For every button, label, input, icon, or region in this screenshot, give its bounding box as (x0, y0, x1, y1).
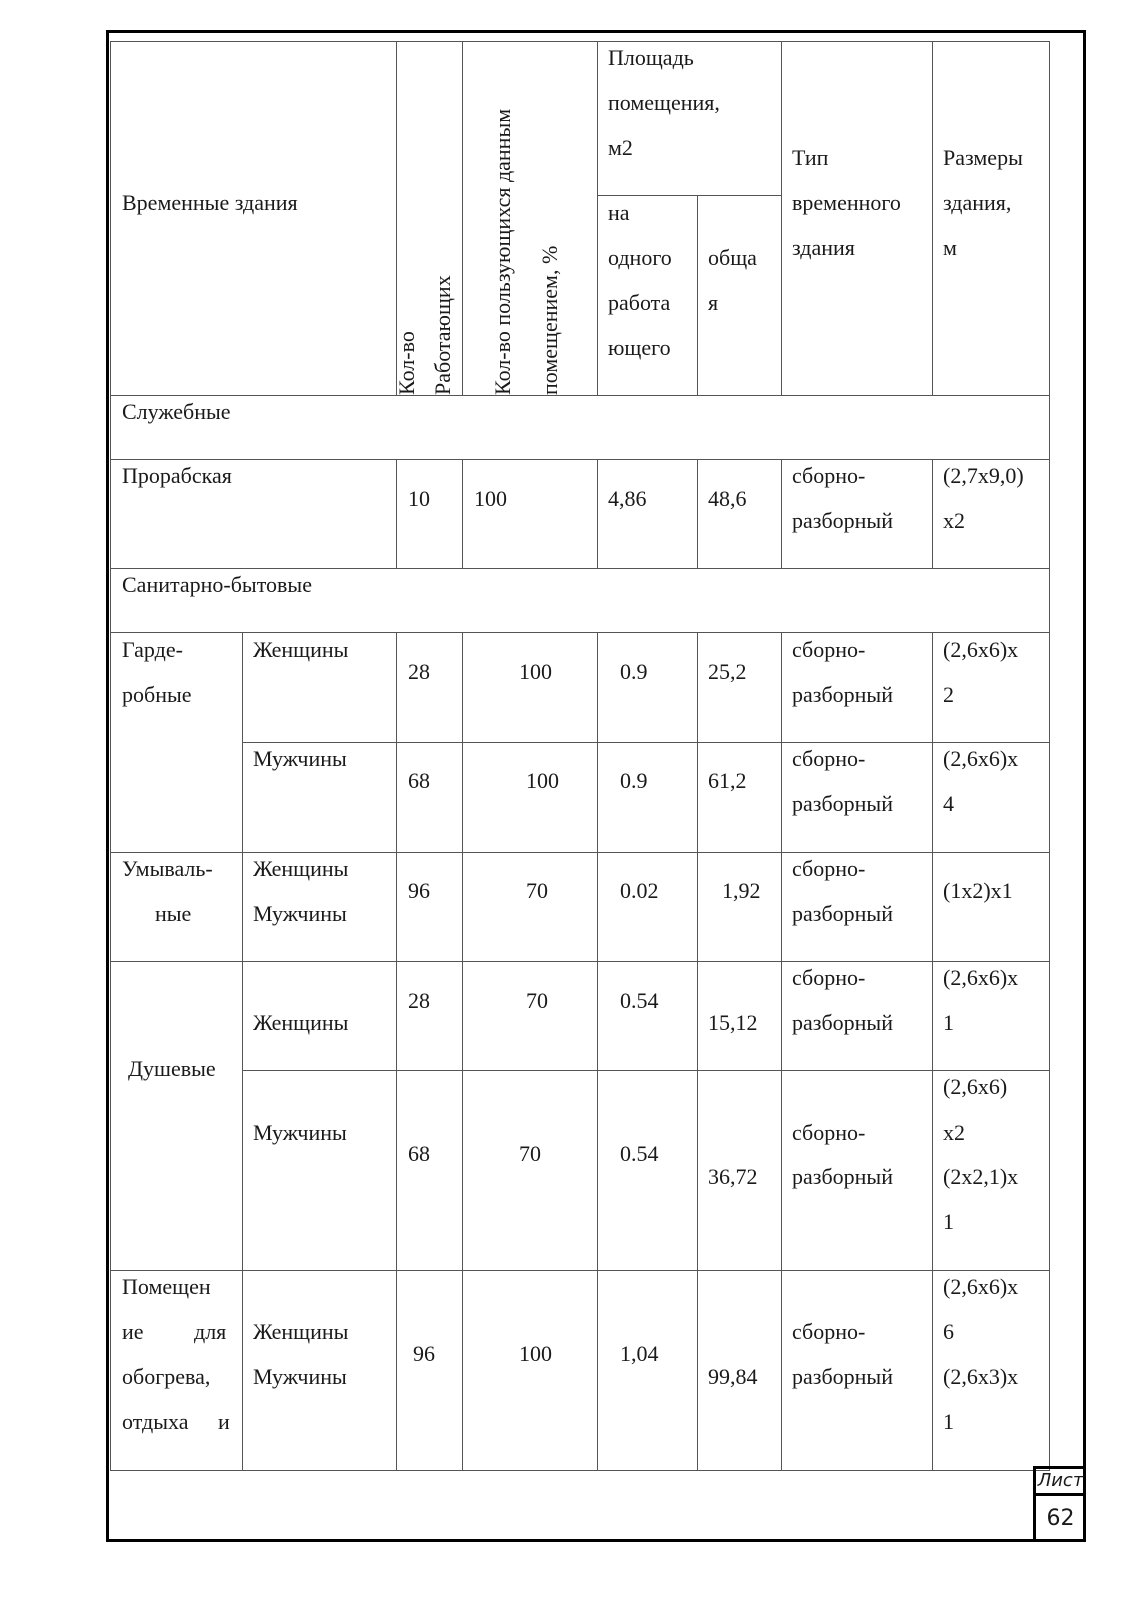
header-area-one-0: на (608, 200, 630, 225)
prorab-type-0: сборно- (792, 463, 866, 488)
grid-line (932, 459, 933, 568)
umyv-who-0: Женщины (253, 856, 349, 881)
grid-line (781, 41, 782, 395)
obogr-one: 1,04 (620, 1341, 659, 1366)
grid-line (242, 632, 243, 1471)
prorab-total: 48,6 (708, 486, 747, 511)
dush-w-size-1: 1 (943, 1010, 954, 1035)
grid-line (242, 1070, 1050, 1071)
prorab-type-1: разборный (792, 508, 893, 533)
gard-m-who: Мужчины (253, 746, 347, 771)
umyv-who-1: Мужчины (253, 901, 347, 926)
header-area-0: Площадь (608, 45, 694, 70)
header-area-total-1: я (708, 290, 719, 315)
obogr-size-2: (2,6х3)х (943, 1364, 1019, 1389)
header-type-2: здания (792, 235, 855, 260)
grid-line (396, 632, 397, 1471)
grid-line (697, 632, 698, 1471)
gard-label-0: Гарде- (122, 637, 183, 662)
dush-m-size-3: 1 (943, 1209, 954, 1234)
grid-line (462, 459, 463, 568)
obogr-label-0: Помещен (122, 1274, 211, 1299)
header-area-2: м2 (608, 135, 633, 160)
grid-line (932, 41, 933, 395)
grid-line (396, 459, 397, 568)
header-size-0: Размеры (943, 145, 1023, 170)
grid-line (242, 742, 1050, 743)
gard-m-type-0: сборно- (792, 746, 866, 771)
grid-line (110, 395, 1050, 396)
umyv-size: (1х2)х1 (943, 878, 1013, 903)
gard-m-count: 68 (408, 768, 430, 793)
obogr-label-1: ие (122, 1319, 144, 1344)
gard-w-who: Женщины (253, 637, 349, 662)
obogr-who-0: Женщины (253, 1319, 349, 1344)
dush-m-total: 36,72 (708, 1164, 758, 1189)
obogr-pct: 100 (519, 1341, 552, 1366)
dush-m-size-0: (2,6х6) (943, 1074, 1008, 1099)
sheet-stamp (1033, 1466, 1085, 1542)
gard-m-one: 0.9 (620, 768, 648, 793)
sheet-number: 62 (1046, 1506, 1075, 1531)
dush-m-who: Мужчины (253, 1120, 347, 1145)
grid-line (781, 632, 782, 1471)
grid-line (110, 632, 1050, 633)
dush-w-who: Женщины (253, 1010, 349, 1035)
dush-w-one: 0.54 (620, 988, 659, 1013)
dush-w-pct: 70 (526, 988, 548, 1013)
umyv-type-1: разборный (792, 901, 893, 926)
header-area-one-1: одного (608, 245, 672, 270)
gard-m-size-1: 4 (943, 791, 954, 816)
obogr-label-3: обогрева, (122, 1364, 211, 1389)
prorab-one: 4,86 (608, 486, 647, 511)
obogr-label-2: для (194, 1319, 227, 1344)
grid-line (462, 632, 463, 1471)
obogr-who-1: Мужчины (253, 1364, 347, 1389)
grid-line (110, 852, 1050, 853)
header-type-0: Тип (792, 145, 829, 170)
grid-line (932, 632, 933, 1471)
gard-m-size-0: (2,6х6)х (943, 746, 1019, 771)
header-area-1: помещения, (608, 90, 720, 115)
dush-m-type-1: разборный (792, 1164, 893, 1189)
obogr-count: 96 (413, 1341, 435, 1366)
obogr-size-3: 1 (943, 1409, 954, 1434)
header-count-line1: Кол-во (394, 331, 419, 395)
prorab-name: Прорабская (122, 463, 232, 488)
header-users-line2: помещением, % (537, 245, 562, 395)
header-type-1: временного (792, 190, 901, 215)
gard-w-one: 0.9 (620, 659, 648, 684)
dush-w-count: 28 (408, 988, 430, 1013)
gard-w-count: 28 (408, 659, 430, 684)
gard-label-1: робные (122, 682, 192, 707)
obogr-total: 99,84 (708, 1364, 758, 1389)
dush-m-count: 68 (408, 1141, 430, 1166)
grid-line (597, 459, 598, 568)
dush-m-pct: 70 (519, 1141, 541, 1166)
grid-line (697, 195, 698, 395)
grid-line (110, 961, 1050, 962)
grid-line (597, 41, 598, 395)
prorab-size-1: х2 (943, 508, 965, 533)
gard-w-size-1: 2 (943, 682, 954, 707)
dush-m-one: 0.54 (620, 1141, 659, 1166)
grid-line (697, 459, 698, 568)
dush-label: Душевые (128, 1056, 216, 1081)
prorab-size-0: (2,7х9,0) (943, 463, 1024, 488)
section-office: Служебные (122, 399, 231, 424)
gard-w-pct: 100 (519, 659, 552, 684)
obogr-size-0: (2,6х6)х (943, 1274, 1019, 1299)
umyv-one: 0.02 (620, 878, 659, 903)
obogr-type-1: разборный (792, 1364, 893, 1389)
gard-w-type-1: разборный (792, 682, 893, 707)
grid-line (110, 459, 1050, 460)
obogr-size-1: 6 (943, 1319, 954, 1344)
gard-w-type-0: сборно- (792, 637, 866, 662)
umyv-label-1: ные (155, 901, 192, 926)
header-size-2: м (943, 235, 957, 260)
header-area-total-0: обща (708, 245, 757, 270)
gard-m-pct: 100 (526, 768, 559, 793)
dush-w-type-1: разборный (792, 1010, 893, 1035)
gard-w-total: 25,2 (708, 659, 747, 684)
umyv-type-0: сборно- (792, 856, 866, 881)
dush-m-type-0: сборно- (792, 1120, 866, 1145)
header-users-line1: Кол-во пользующихся данным (490, 108, 515, 395)
gard-w-size-0: (2,6х6)х (943, 637, 1019, 662)
gard-m-type-1: разборный (792, 791, 893, 816)
dush-w-size-0: (2,6х6)х (943, 965, 1019, 990)
umyv-total: 1,92 (722, 878, 761, 903)
obogr-type-0: сборно- (792, 1319, 866, 1344)
gard-m-total: 61,2 (708, 768, 747, 793)
umyv-label-0: Умываль- (122, 856, 213, 881)
header-area-one-2: работа (608, 290, 671, 315)
header-size-1: здания, (943, 190, 1012, 215)
umyv-pct: 70 (526, 878, 548, 903)
header-count-line2: Работающих (430, 275, 455, 395)
grid-line (781, 459, 782, 568)
grid-line (597, 632, 598, 1471)
obogr-label-5: и (218, 1409, 230, 1434)
prorab-pct: 100 (474, 486, 507, 511)
grid-line (110, 1270, 1050, 1271)
table-border (110, 41, 1050, 1471)
sheet-label: Лист (1036, 1469, 1085, 1496)
obogr-label-4: отдыха (122, 1409, 189, 1434)
dush-m-size-1: х2 (943, 1120, 965, 1145)
dush-m-size-2: (2х2,1)х (943, 1164, 1019, 1189)
header-building: Временные здания (122, 190, 298, 215)
dush-w-total: 15,12 (708, 1010, 758, 1035)
header-area-one-3: ющего (608, 335, 671, 360)
section-sanitary: Санитарно-бытовые (122, 572, 312, 597)
dush-w-type-0: сборно- (792, 965, 866, 990)
umyv-count: 96 (408, 878, 430, 903)
prorab-count: 10 (408, 486, 430, 511)
